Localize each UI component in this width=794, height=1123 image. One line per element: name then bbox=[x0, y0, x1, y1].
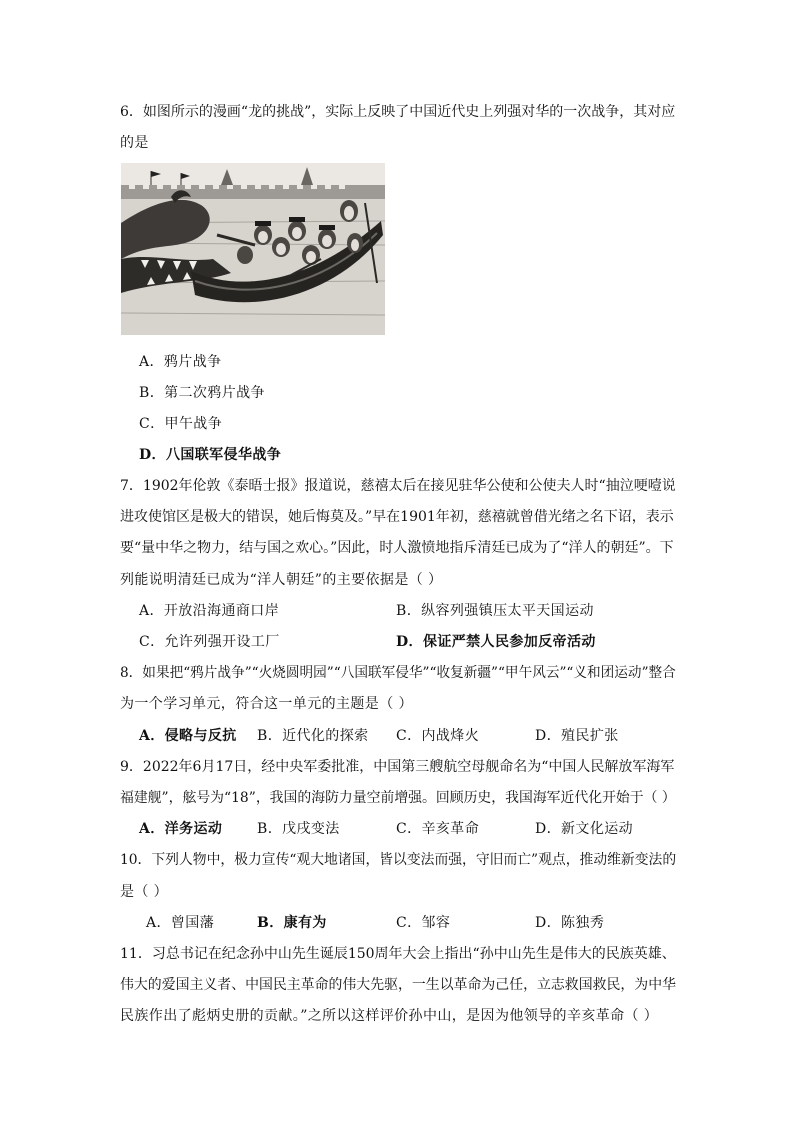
q9-option-d[interactable]: D．新文化运动 bbox=[535, 821, 634, 837]
q7-option-c[interactable]: C．允许列强开设工厂 bbox=[139, 634, 280, 650]
q10-option-d[interactable]: D．陈独秀 bbox=[535, 915, 605, 931]
q10-stem-line-1: 10．下列人物中，极力宣传“观大地诸国，皆以变法而强，守旧而亡”观点，推动维新变法的 bbox=[120, 852, 677, 868]
q11-stem-line-1: 11．习总书记在纪念孙中山先生诞辰150周年大会上指出“孙中山先生是伟大的民族英雄、 bbox=[120, 946, 676, 962]
q8-option-a[interactable]: A．侵略与反抗 bbox=[139, 728, 237, 744]
q9-stem-line-1: 9．2022年6月17日，经中央军委批准，中国第三艘航空母舰命名为“中国人民解放军海军 bbox=[120, 759, 675, 775]
q7-stem-line-4: 列能说明清廷已成为“洋人朝廷”的主要依据是（ ） bbox=[120, 572, 443, 588]
q11-stem-line-3: 民族作出了彪炳史册的贡献。”之所以这样评价孙中山，是因为他领导的辛亥革命（ ） bbox=[120, 1008, 659, 1024]
q7-option-d[interactable]: D．保证严禁人民参加反帝活动 bbox=[396, 634, 596, 650]
dragon-challenge-cartoon bbox=[121, 163, 385, 335]
q7-option-a[interactable]: A．开放沿海通商口岸 bbox=[139, 603, 280, 619]
q8-option-c[interactable]: C．内战烽火 bbox=[396, 728, 480, 744]
q10-option-a[interactable]: A．曾国藩 bbox=[146, 915, 215, 931]
q6-option-a[interactable]: A．鸦片战争 bbox=[139, 354, 222, 370]
q9-option-b[interactable]: B．戊戌变法 bbox=[257, 821, 340, 837]
q7-option-b[interactable]: B．纵容列强镇压太平天国运动 bbox=[396, 603, 594, 619]
q6-stem-line-2: 的是 bbox=[120, 135, 149, 151]
q10-option-b[interactable]: B．康有为 bbox=[257, 915, 327, 931]
q8-stem-line-1: 8．如果把“鸦片战争”“火烧圆明园”“八国联军侵华”“收复新疆”“甲午风云”“义和团运动”整合 bbox=[120, 665, 676, 681]
q6-option-d[interactable]: D．八国联军侵华战争 bbox=[139, 447, 282, 463]
q6-option-b[interactable]: B．第二次鸦片战争 bbox=[139, 385, 265, 401]
q7-stem-line-3: 要“量中华之物力，结与国之欢心。”因此，时人激愤地指斥清廷已成为了“洋人的朝廷”。下 bbox=[120, 540, 674, 556]
q6-stem-line-1: 6．如图所示的漫画“龙的挑战”，实际上反映了中国近代史上列强对华的一次战争，其对应 bbox=[120, 104, 676, 120]
q10-stem-line-2: 是（ ） bbox=[120, 884, 169, 900]
q11-stem-line-2: 伟大的爱国主义者、中国民主革命的伟大先驱，一生以革命为己任，立志救国救民，为中华 bbox=[120, 977, 676, 993]
q7-stem-line-1: 7．1902年伦敦《泰晤士报》报道说，慈禧太后在接见驻华公使和公使夫人时“抽泣哽噎说 bbox=[120, 478, 676, 494]
q10-option-c[interactable]: C．邹容 bbox=[396, 915, 451, 931]
q6-option-c[interactable]: C．甲午战争 bbox=[139, 416, 223, 432]
q9-stem-line-2: 福建舰”，舷号为“18”，我国的海防力量空前增强。回顾历史，我国海军近代化开始于（ ） bbox=[120, 790, 676, 806]
q8-option-d[interactable]: D．殖民扩张 bbox=[535, 728, 619, 744]
cartoon-drawing bbox=[121, 163, 385, 335]
q9-option-a[interactable]: A．洋务运动 bbox=[139, 821, 223, 837]
q7-stem-line-2: 进攻使馆区是极大的错误，她后悔莫及。”早在1901年初，慈禧就曾借光绪之名下诏，表示 bbox=[120, 509, 674, 525]
q9-option-c[interactable]: C．辛亥革命 bbox=[396, 821, 480, 837]
q8-option-b[interactable]: B．近代化的探索 bbox=[257, 728, 369, 744]
q8-stem-line-2: 为一个学习单元，符合这一单元的主题是（ ） bbox=[120, 696, 413, 712]
